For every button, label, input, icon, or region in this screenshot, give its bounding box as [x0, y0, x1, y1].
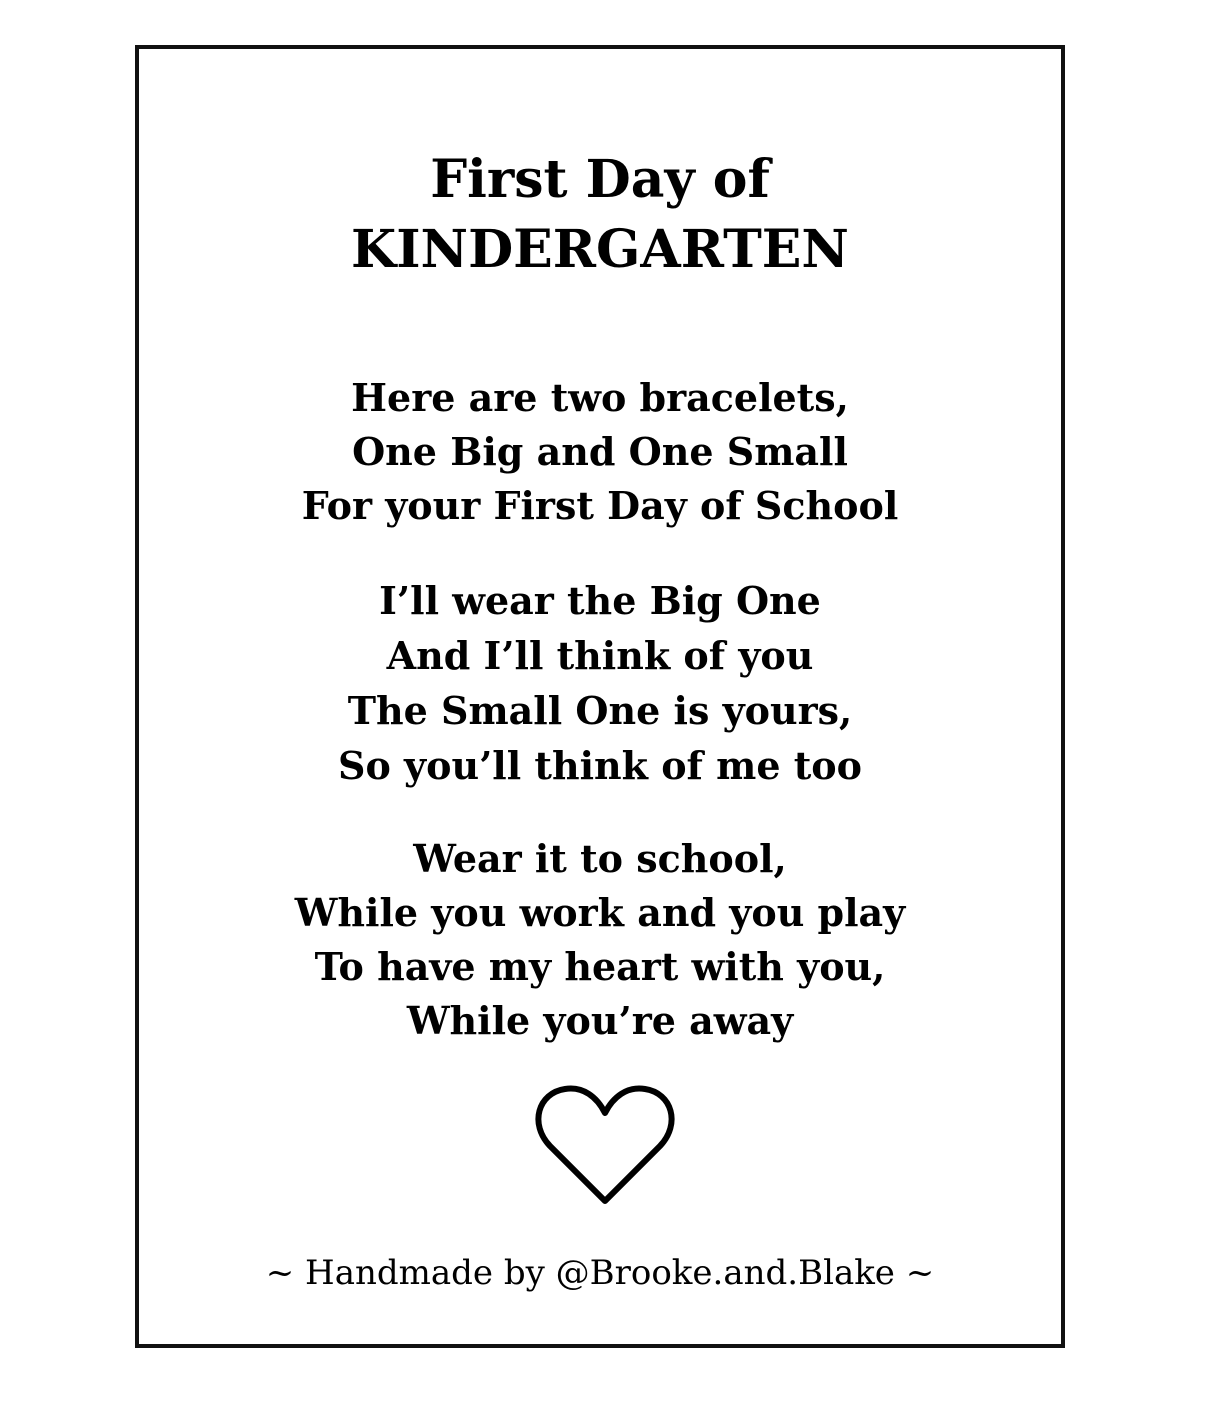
heart-outline-icon — [535, 1084, 675, 1209]
poem-title — [139, 145, 1061, 285]
poem-card — [135, 45, 1065, 1348]
poem-line: Here are two bracelets, — [351, 375, 849, 420]
poem-line: I’ll wear the Big One — [379, 578, 821, 623]
title-line-2: KINDERGARTEN — [351, 219, 849, 280]
stanza-2 — [139, 573, 1061, 793]
poem-line: And I’ll think of you — [386, 633, 814, 678]
stanza-3 — [139, 832, 1061, 1048]
poem-line: For your First Day of School — [301, 483, 899, 528]
poem-line: So you’ll think of me too — [338, 743, 862, 788]
poem-line: While you’re away — [406, 998, 794, 1043]
poem-line: While you work and you play — [294, 890, 906, 935]
footer-credit: ~ Handmade by @Brooke.and.Blake ~ — [265, 1253, 935, 1293]
poem-line: One Big and One Small — [352, 429, 848, 474]
title-line-1: First Day of — [430, 149, 770, 210]
poem-line: To have my heart with you, — [314, 944, 886, 989]
stanza-1 — [139, 371, 1061, 533]
poem-line: The Small One is yours, — [347, 688, 853, 733]
poem-line: Wear it to school, — [413, 836, 787, 881]
